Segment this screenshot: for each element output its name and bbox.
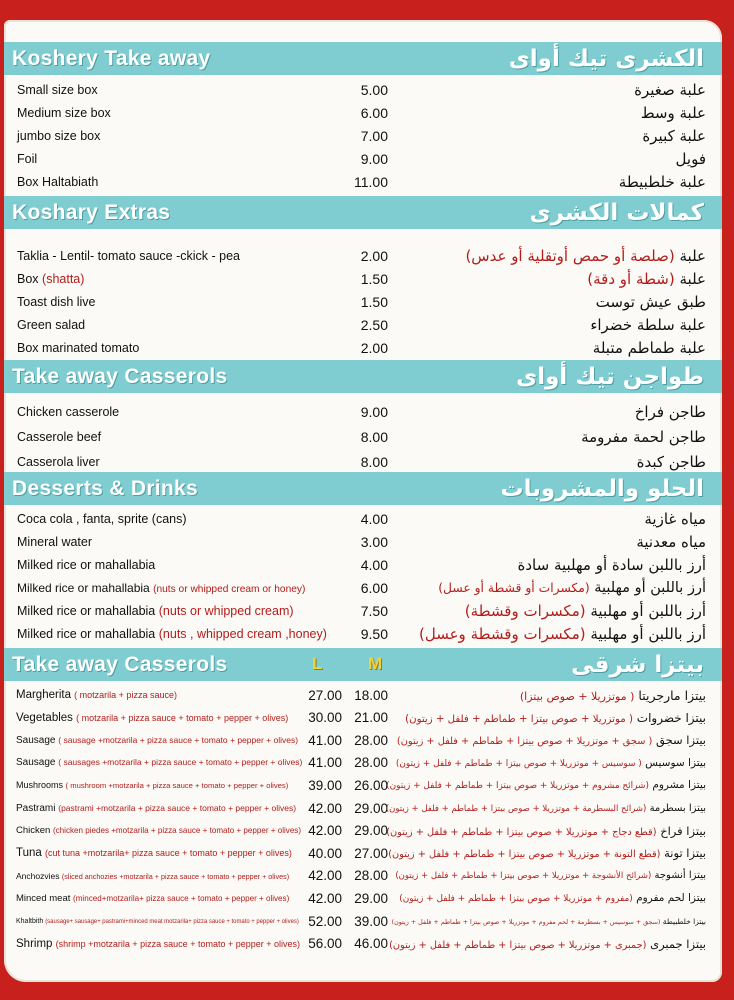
pizza-name-en-main: Shrimp (16, 937, 53, 950)
item-name-ar (637, 453, 706, 471)
pizza-name-en (16, 938, 300, 950)
item-name-ar-main: علبة وسط (640, 103, 706, 122)
item-price: 6.00 (360, 104, 388, 121)
item-name-ar (419, 625, 706, 643)
item-name-en-main: Mineral water (17, 534, 93, 549)
pizza-price-large: 40.00 (308, 845, 342, 861)
item-name-ar-main: علبة صغيرة (634, 80, 706, 99)
pizza-price-medium: 21.00 (354, 710, 388, 726)
pizza-item-row (4, 842, 722, 864)
pizza-item-row (4, 752, 722, 774)
section-header-extras (4, 196, 722, 229)
pizza-ingredients-ar: (قطع التونة + موتزريلا + صوص بيتزا + طماطم + فلفل + زيتون) (388, 849, 661, 861)
item-name-en (17, 341, 139, 355)
item-price: 4.00 (360, 556, 388, 573)
pizza-name-en (16, 825, 301, 836)
item-name-ar-main: علبة خلطبيطة (618, 172, 706, 191)
pizza-name-en (16, 712, 288, 724)
pizza-name-en-main: Mushrooms (16, 780, 64, 791)
section-header-pizza (4, 648, 722, 681)
item-note-en: (nuts , whipped cream ,honey) (158, 626, 327, 641)
item-name-ar-main: علبة طماطم متبلة (592, 338, 706, 357)
size-label-medium: M (368, 654, 383, 673)
item-name-en-main: Small size box (17, 82, 98, 97)
pizza-item-row (4, 729, 722, 751)
pizza-name-en (16, 689, 177, 701)
item-name-en-main: Box Haltabiath (17, 174, 99, 189)
item-note-ar: (شطة أو دقة) (587, 269, 675, 288)
item-name-en (17, 272, 84, 286)
pizza-item-row (4, 797, 722, 819)
item-name-ar-main: مياه معدنية (636, 532, 706, 551)
item-price: 3.00 (360, 533, 388, 550)
pizza-price-large: 41.00 (308, 755, 342, 771)
menu-item-row (4, 170, 722, 193)
pizza-name-en (16, 847, 292, 859)
item-name-ar-main: علبة (679, 269, 706, 288)
item-name-en-main: Box (17, 271, 39, 286)
item-name-en-main: Foil (17, 151, 38, 166)
pizza-price-large: 42.00 (308, 868, 342, 884)
item-name-en (17, 581, 305, 595)
pizza-ingredients-ar: (شرائح الأنشوجة + موتزريلا + صوص بيتزا + طماطم + فلفل + زيتون) (395, 871, 652, 882)
pizza-name-en-main: Minced meat (16, 892, 71, 904)
pizza-price-medium: 27.00 (354, 845, 388, 861)
pizza-name-ar (396, 757, 706, 769)
size-label-large: L (312, 654, 323, 673)
item-name-en (17, 129, 100, 143)
pizza-name-ar (520, 688, 706, 703)
item-price: 11.00 (354, 173, 388, 190)
item-note-ar: (مكسرات وقشطة وعسل) (419, 624, 586, 643)
pizza-item-row (4, 707, 722, 729)
item-name-ar-main: أرز باللبن أو مهلبية (590, 601, 706, 620)
section-title-en: Take away Casserols (12, 364, 228, 388)
pizza-name-ar-main: بيتزا تونة (664, 846, 706, 861)
pizza-price-large: 27.00 (308, 687, 342, 703)
menu-item-row (4, 576, 722, 599)
item-price: 2.50 (360, 316, 388, 333)
item-note-ar: (مكسرات وقشطة) (464, 601, 586, 620)
pizza-name-ar-main: بيتزا خضروات (636, 710, 706, 725)
menu-item-row (4, 399, 722, 424)
pizza-ingredients-en: ( sausages +motzarila + pizza sauce + tomato + pepper + olives) (58, 757, 303, 768)
menu-item-row (4, 124, 722, 147)
menu-item-row (4, 101, 722, 124)
item-name-en (17, 106, 111, 120)
pizza-ingredients-en: ( sausage +motzarila + pizza sauce + tomato + pepper + olives) (58, 734, 299, 745)
pizza-ingredients-ar: (قطع دجاج + موتزريلا + صوص بيتزا + طماطم + فلفل + زيتون) (386, 826, 657, 838)
item-name-ar-main: فويل (675, 149, 706, 168)
item-name-ar-main: أرز باللبن أو مهلبية (590, 624, 706, 643)
pizza-price-large: 52.00 (308, 913, 342, 929)
pizza-ingredients-en: ( mushroom +motzarila + pizza sauce + tomato + pepper + olives) (65, 781, 289, 791)
pizza-ingredients-ar: (مفروم + موتزريلا + صوص بيتزا + طماطم + فلفل + زيتون) (399, 894, 633, 905)
pizza-name-ar (389, 937, 706, 951)
item-name-ar-main: طاجن كبدة (636, 452, 706, 471)
pizza-price-medium: 29.00 (354, 800, 388, 816)
menu-item-row (4, 530, 722, 553)
pizza-name-en (16, 780, 288, 790)
item-name-ar-main: علبة (679, 246, 706, 265)
item-name-en-main: Milked rice or mahallabia (17, 626, 156, 641)
pizza-name-en-main: Vegetables (16, 711, 73, 724)
item-name-en (17, 627, 327, 641)
pizza-name-en (16, 803, 296, 814)
pizza-name-en-main: Sausage (16, 757, 56, 769)
item-name-ar (644, 510, 706, 528)
pizza-price-medium: 26.00 (354, 777, 388, 793)
item-note-en: (shatta) (42, 271, 85, 286)
pizza-name-en-main: Tuna (16, 847, 42, 860)
pizza-ingredients-ar: ( سجق + موتزريلا + صوص بيتزا + طماطم + فلفل + زيتون) (396, 736, 653, 748)
item-name-ar-main: طاجن لحمة مفرومة (581, 427, 706, 446)
pizza-ingredients-ar: (سجق + سوسيس + بسطرمة + لحم مفروم + موتزريلا + صوص بيتزا + طماطم + فلفل + زيتون) (391, 917, 661, 926)
item-name-ar (636, 533, 706, 551)
item-name-ar (593, 339, 706, 357)
item-name-en-main: Casserole beef (17, 429, 102, 444)
pizza-name-ar (386, 803, 706, 814)
pizza-price-medium: 28.00 (354, 755, 388, 771)
menu-item-row (4, 599, 722, 622)
pizza-price-medium: 18.00 (354, 687, 388, 703)
pizza-name-ar-main: بيتزا خلطبيطة (662, 916, 706, 926)
item-name-en (17, 535, 92, 549)
pizza-ingredients-en: (shrimp +motzarila + pizza sauce + tomato + pepper + olives) (55, 938, 301, 949)
item-name-en (17, 83, 98, 97)
item-name-en (17, 430, 101, 444)
menu-item-row (4, 622, 722, 645)
item-price: 8.00 (360, 453, 388, 470)
item-name-en (17, 604, 294, 618)
menu-paper (4, 20, 722, 982)
item-name-en-main: Casserola liver (17, 454, 100, 469)
pizza-price-medium: 29.00 (354, 823, 388, 839)
section-title-ar: بيتزا شرقى (571, 651, 704, 678)
menu-item-row (4, 553, 722, 576)
item-note-en: (nuts or whipped cream or honey) (153, 583, 306, 595)
pizza-name-ar-main: بيتزا لحم مفروم (636, 892, 706, 905)
item-name-ar-main: طاجن فراخ (634, 402, 706, 421)
pizza-price-medium: 28.00 (354, 868, 388, 884)
pizza-name-ar (386, 824, 706, 838)
item-name-ar (641, 104, 706, 122)
item-price: 7.50 (360, 602, 388, 619)
pizza-name-ar-main: بيتزا سوسيس (645, 756, 706, 769)
pizza-name-en (16, 918, 299, 925)
pizza-price-large: 56.00 (308, 936, 342, 952)
pizza-name-ar (395, 870, 706, 881)
item-name-ar (596, 293, 706, 311)
item-name-en (17, 512, 187, 526)
section-title-ar: طواجن تيك أواى (516, 363, 704, 390)
pizza-item-row (4, 684, 722, 706)
pizza-price-large: 30.00 (308, 710, 342, 726)
item-name-en-main: Chicken casserole (17, 404, 120, 419)
pizza-ingredients-en: ( motzarila + pizza sauce + tomato + pepper + olives) (76, 712, 289, 723)
item-name-en-main: jumbo size box (17, 128, 101, 143)
section-header-casserols (4, 360, 722, 393)
pizza-price-large: 42.00 (308, 800, 342, 816)
item-price: 9.00 (360, 403, 388, 420)
section-title-en: Take away Casserols (12, 652, 228, 676)
pizza-name-en-main: Margherita (16, 689, 71, 701)
pizza-price-large: 42.00 (308, 890, 342, 906)
item-name-ar (635, 403, 706, 421)
menu-item-row (4, 449, 722, 474)
item-name-ar-main: طبق عيش توست (595, 292, 706, 311)
menu-item-row (4, 244, 722, 267)
item-price: 5.00 (360, 81, 388, 98)
pizza-name-ar (399, 892, 706, 904)
item-name-en-main: Taklia - Lentil- tomato sauce -ckick - pea (17, 248, 241, 263)
section-header-desserts (4, 472, 722, 505)
item-name-en (17, 558, 155, 572)
item-name-ar (438, 580, 706, 596)
pizza-ingredients-en: ( motzarila + pizza sauce) (74, 690, 177, 700)
section-title-ar: الحلو والمشروبات (500, 475, 704, 502)
item-price: 7.00 (360, 127, 388, 144)
pizza-name-en-main: Anchozvies (16, 870, 60, 881)
pizza-price-large: 42.00 (308, 823, 342, 839)
item-note-en: (nuts or whipped cream) (158, 603, 294, 618)
item-name-ar (676, 150, 706, 168)
pizza-name-en (16, 871, 289, 881)
item-name-en-main: Toast dish live (17, 294, 96, 309)
section-title-en: Koshary Extras (12, 200, 171, 224)
item-name-ar (587, 270, 706, 288)
menu-item-row (4, 147, 722, 170)
item-name-en (17, 175, 98, 189)
pizza-name-ar-main: بيتزا مشروم (652, 779, 706, 792)
pizza-ingredients-en: (cut tuna +motzarila+ pizza sauce + tomato + pepper + olives) (45, 848, 292, 859)
menu-item-row (4, 290, 722, 313)
item-name-en-main: Coca cola , fanta, sprite (cans) (17, 511, 187, 526)
item-name-en (17, 455, 100, 469)
pizza-ingredients-ar: ( موتزريلا + صوص بيتزا) (519, 689, 635, 703)
pizza-name-ar-main: بيتزا بسطرمة (649, 802, 706, 814)
pizza-price-large: 41.00 (308, 732, 342, 748)
pizza-price-medium: 28.00 (354, 732, 388, 748)
pizza-ingredients-en: (chicken piedes +motzarila + pizza sauce + tomato + pepper + olives) (52, 826, 302, 836)
item-price: 2.00 (360, 339, 388, 356)
section-title-en: Koshery Take away (12, 46, 211, 70)
pizza-name-ar-main: بيتزا مارجريتا (638, 687, 706, 703)
item-name-ar-main: أرز باللبن سادة أو مهلبية سادة (517, 555, 706, 574)
item-name-ar-main: علبة سلطة خضراء (590, 315, 706, 334)
pizza-name-en (16, 893, 289, 904)
item-note-ar: (صلصة أو حمص أوتقلية أو عدس) (465, 246, 675, 265)
item-price: 1.50 (360, 293, 388, 310)
pizza-item-row (4, 865, 722, 887)
pizza-name-en-main: Pastrami (16, 802, 56, 814)
pizza-ingredients-ar: (شرائح مشروم + موتزريلا + صوص بيتزا + طماطم + فلفل + زيتون) (386, 781, 649, 792)
item-name-ar (465, 247, 706, 265)
item-price: 2.00 (360, 247, 388, 264)
pizza-name-ar-main: بيتزا جمبرى (650, 936, 706, 951)
pizza-name-en (16, 735, 298, 746)
item-name-ar (590, 316, 706, 334)
item-name-en-main: Milked rice or mahallabia (17, 557, 156, 572)
pizza-item-row (4, 887, 722, 909)
menu-item-row (4, 507, 722, 530)
item-name-ar (642, 127, 706, 145)
menu-item-row (4, 78, 722, 101)
section-title-ar: الكشرى تيك أواى (508, 45, 704, 72)
pizza-name-en-main: Chicken (16, 825, 51, 837)
item-price: 4.00 (360, 510, 388, 527)
pizza-price-medium: 46.00 (354, 936, 388, 952)
pizza-ingredients-ar: (جمبرى + موتزريلا + صوص بيتزا + طماطم + فلفل + زيتون) (389, 939, 647, 951)
pizza-name-ar-main: بيتزا أنشوجة (654, 870, 706, 882)
item-note-ar: (مكسرات أو قشطة أو عسل) (438, 580, 590, 595)
menu-item-row (4, 424, 722, 449)
menu-item-row (4, 313, 722, 336)
item-name-ar (518, 556, 707, 574)
item-name-en-main: Box marinated tomato (17, 340, 140, 355)
pizza-ingredients-en: (pastrami +motzarila + pizza sauce + tomato + pepper + olives) (58, 802, 297, 813)
menu-item-row (4, 267, 722, 290)
item-price: 9.50 (360, 625, 388, 642)
pizza-name-ar (386, 779, 706, 791)
item-name-ar-main: أرز باللبن أو مهلبية (594, 579, 706, 596)
item-name-en-main: Milked rice or mahallabia (17, 603, 156, 618)
pizza-name-ar (388, 846, 706, 860)
item-name-en (17, 318, 85, 332)
section-title-en: Desserts & Drinks (12, 476, 199, 500)
pizza-price-medium: 29.00 (354, 890, 388, 906)
pizza-ingredients-ar: (شرائح البسطرمة + موتزريلا + صوص بيتزا + طماطم + فلفل + زيتون) (385, 803, 647, 814)
section-title-ar: كمالات الكشرى (529, 199, 704, 226)
pizza-name-en-main: Sausage (16, 734, 56, 746)
item-name-en (17, 152, 37, 166)
pizza-name-ar (405, 711, 706, 725)
pizza-price-large: 39.00 (308, 777, 342, 793)
item-name-ar-main: مياه غازية (644, 509, 706, 528)
pizza-ingredients-en: (sliced anchozies +motzarila + pizza sauce + tomato + pepper + olives) (61, 871, 290, 881)
item-name-en-main: Green salad (17, 317, 86, 332)
item-price: 8.00 (360, 428, 388, 445)
pizza-item-row (4, 910, 722, 932)
pizza-name-ar (397, 733, 706, 747)
pizza-item-row (4, 933, 722, 955)
pizza-name-ar (392, 917, 706, 926)
item-name-ar (465, 602, 706, 620)
pizza-name-ar-main: بيتزا فراخ (660, 823, 706, 838)
item-name-en (17, 405, 119, 419)
item-name-en (17, 295, 96, 309)
pizza-name-ar-main: بيتزا سجق (656, 733, 706, 748)
item-name-ar (634, 81, 706, 99)
section-header-koshery (4, 42, 722, 75)
item-name-ar-main: علبة كبيرة (642, 126, 706, 145)
item-name-en (17, 249, 240, 263)
item-name-ar (619, 173, 706, 191)
pizza-name-en (16, 757, 302, 768)
pizza-ingredients-ar: ( سوسيس + موتزريلا + صوص بيتزا + طماطم + فلفل + زيتون) (395, 758, 642, 769)
pizza-ingredients-ar: ( موتزريلا + صوص بيتزا + طماطم + فلفل + زيتون) (405, 713, 633, 725)
pizza-item-row (4, 774, 722, 796)
pizza-price-medium: 39.00 (354, 913, 388, 929)
item-price: 9.00 (360, 150, 388, 167)
item-price: 1.50 (360, 270, 388, 287)
pizza-ingredients-en: (minced+motzarila+ pizza sauce + tomato + pepper + olives) (73, 893, 290, 903)
pizza-ingredients-en: (sausage+ sausage+ pastrami+minced meat motzarila+ pizza sauce + tomato + pepper + olives) (45, 918, 299, 925)
menu-item-row (4, 336, 722, 359)
item-name-en-main: Medium size box (17, 105, 111, 120)
item-name-en-main: Milked rice or mahallabia (17, 580, 150, 595)
pizza-name-en-main: Khaltbith (16, 917, 44, 925)
pizza-item-row (4, 820, 722, 842)
item-price: 6.00 (360, 579, 388, 596)
item-name-ar (581, 428, 706, 446)
